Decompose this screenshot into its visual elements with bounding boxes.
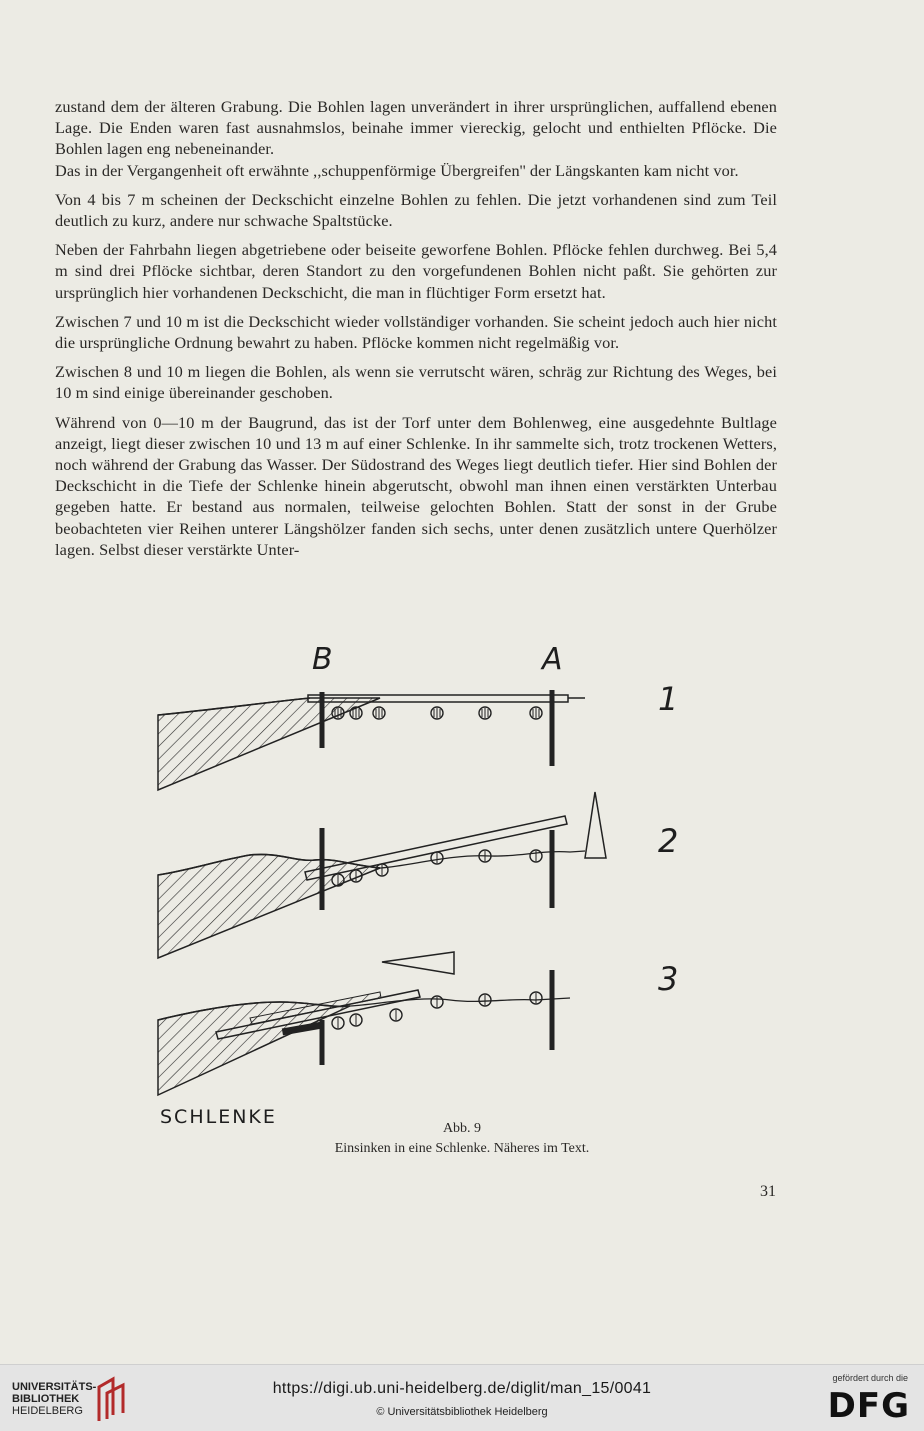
stage-1-drawing bbox=[158, 690, 585, 790]
viewer-footer bbox=[0, 1364, 924, 1431]
funded-by-text: gefördert durch die bbox=[832, 1373, 908, 1383]
page-number: 31 bbox=[760, 1183, 776, 1200]
label-a: A bbox=[542, 642, 563, 677]
paragraph: Das in der Vergangenheit oft erwähnte ,,schuppenförmige Übergreifen'' der Längskanten kam nicht vor. bbox=[55, 160, 739, 180]
paragraph: Von 4 bis 7 m scheinen der Deckschicht einzelne Bohlen zu fehlen. Die jetzt vorhandenen sind zum Teil deutlich zu kurz, andere nur schwache Spaltstücke. bbox=[55, 189, 777, 231]
library-name-line: BIBLIOTHEK bbox=[12, 1393, 80, 1405]
paragraph: zustand dem der älteren Grabung. Die Bohlen lagen unverändert in ihrer ursprünglichen, auffallend ebenen Lage. Die Enden waren fast ausnahmslos, beinahe immer viereckig, gelocht und enthielten Pflöcke. Die Bohlen lagen eng nebeneinander. bbox=[55, 97, 777, 159]
library-name-line: HEIDELBERG bbox=[12, 1405, 83, 1417]
label-b: B bbox=[312, 642, 333, 677]
schlenke-label: SCHLENKE bbox=[160, 1106, 277, 1128]
figure-number: Abb. 9 bbox=[442, 1121, 482, 1136]
paragraph: Zwischen 7 und 10 m ist die Deckschicht wieder vollständiger vorhanden. Sie scheint jedoch auch hier nicht die ursprüngliche Ordnung bewahrt zu haben. Pflöcke kommen nicht regelmäßig vor. bbox=[55, 311, 777, 353]
figure-schlenke-diagram bbox=[150, 640, 720, 1140]
page-url-link[interactable]: https://digi.ub.uni-heidelberg.de/diglit/man_15/0041 bbox=[272, 1380, 652, 1397]
paragraph: Zwischen 8 und 10 m liegen die Bohlen, als wenn sie verrutscht wären, schräg zur Richtung des Weges, bei 10 m sind einige übereinander geschoben. bbox=[55, 362, 777, 403]
stage-2-drawing bbox=[158, 792, 606, 958]
stage-label-1: 1 bbox=[658, 680, 679, 718]
stage-label-2: 2 bbox=[658, 822, 679, 860]
paragraph: Während von 0—10 m der Baugrund, das ist der Torf unter dem Bohlenweg, eine ausgedehnte Bultlage anzeigt, liegt dieser zwischen 10 und 13 m auf einer Schlenke. In ihr sammelte sich, trotz trockenen Wetters, noch während der Grabung das Wasser. Der Südostrand des Weges liegt deutlich tiefer. Hier sind Bohlen der Deckschicht in die Tiefe der Schlenke hinein abgerutscht, obwohl man ihnen einen verstärkten Unterbau gegeben hatte. Er bestand aus normalen, teilweise gelochten Bohlen. Statt der sonst in der Grube beobachteten vier Reihen unterer Längshölzer fanden sich sechs, unter denen zusätzlich untere Querhölzer lagen. Selbst dieser verstärkte Unter- bbox=[55, 412, 777, 559]
body-text bbox=[55, 96, 777, 568]
figure-caption: Einsinken in eine Schlenke. Näheres im Text. bbox=[334, 1141, 590, 1156]
library-name-line: UNIVERSITÄTS- bbox=[12, 1381, 97, 1393]
paragraph: Neben der Fahrbahn liegen abgetriebene oder beiseite geworfene Bohlen. Pflöcke fehlen durchweg. Bei 5,4 m sind drei Pflöcke sichtbar, deren Standort zu den vorgefundenen Bohlen nicht paßt. Sie gehörten zur ursprünglich hier vorhandenen Deckschicht, die man in flüchtiger Form ersetzt hat. bbox=[55, 240, 777, 302]
dfg-logo[interactable]: DFG bbox=[827, 1386, 910, 1426]
copyright-text: © Universitätsbibliothek Heidelberg bbox=[376, 1406, 548, 1418]
stage-label-3: 3 bbox=[658, 960, 679, 998]
diagram-drawing bbox=[150, 640, 720, 1140]
stage-3-drawing bbox=[158, 952, 570, 1095]
